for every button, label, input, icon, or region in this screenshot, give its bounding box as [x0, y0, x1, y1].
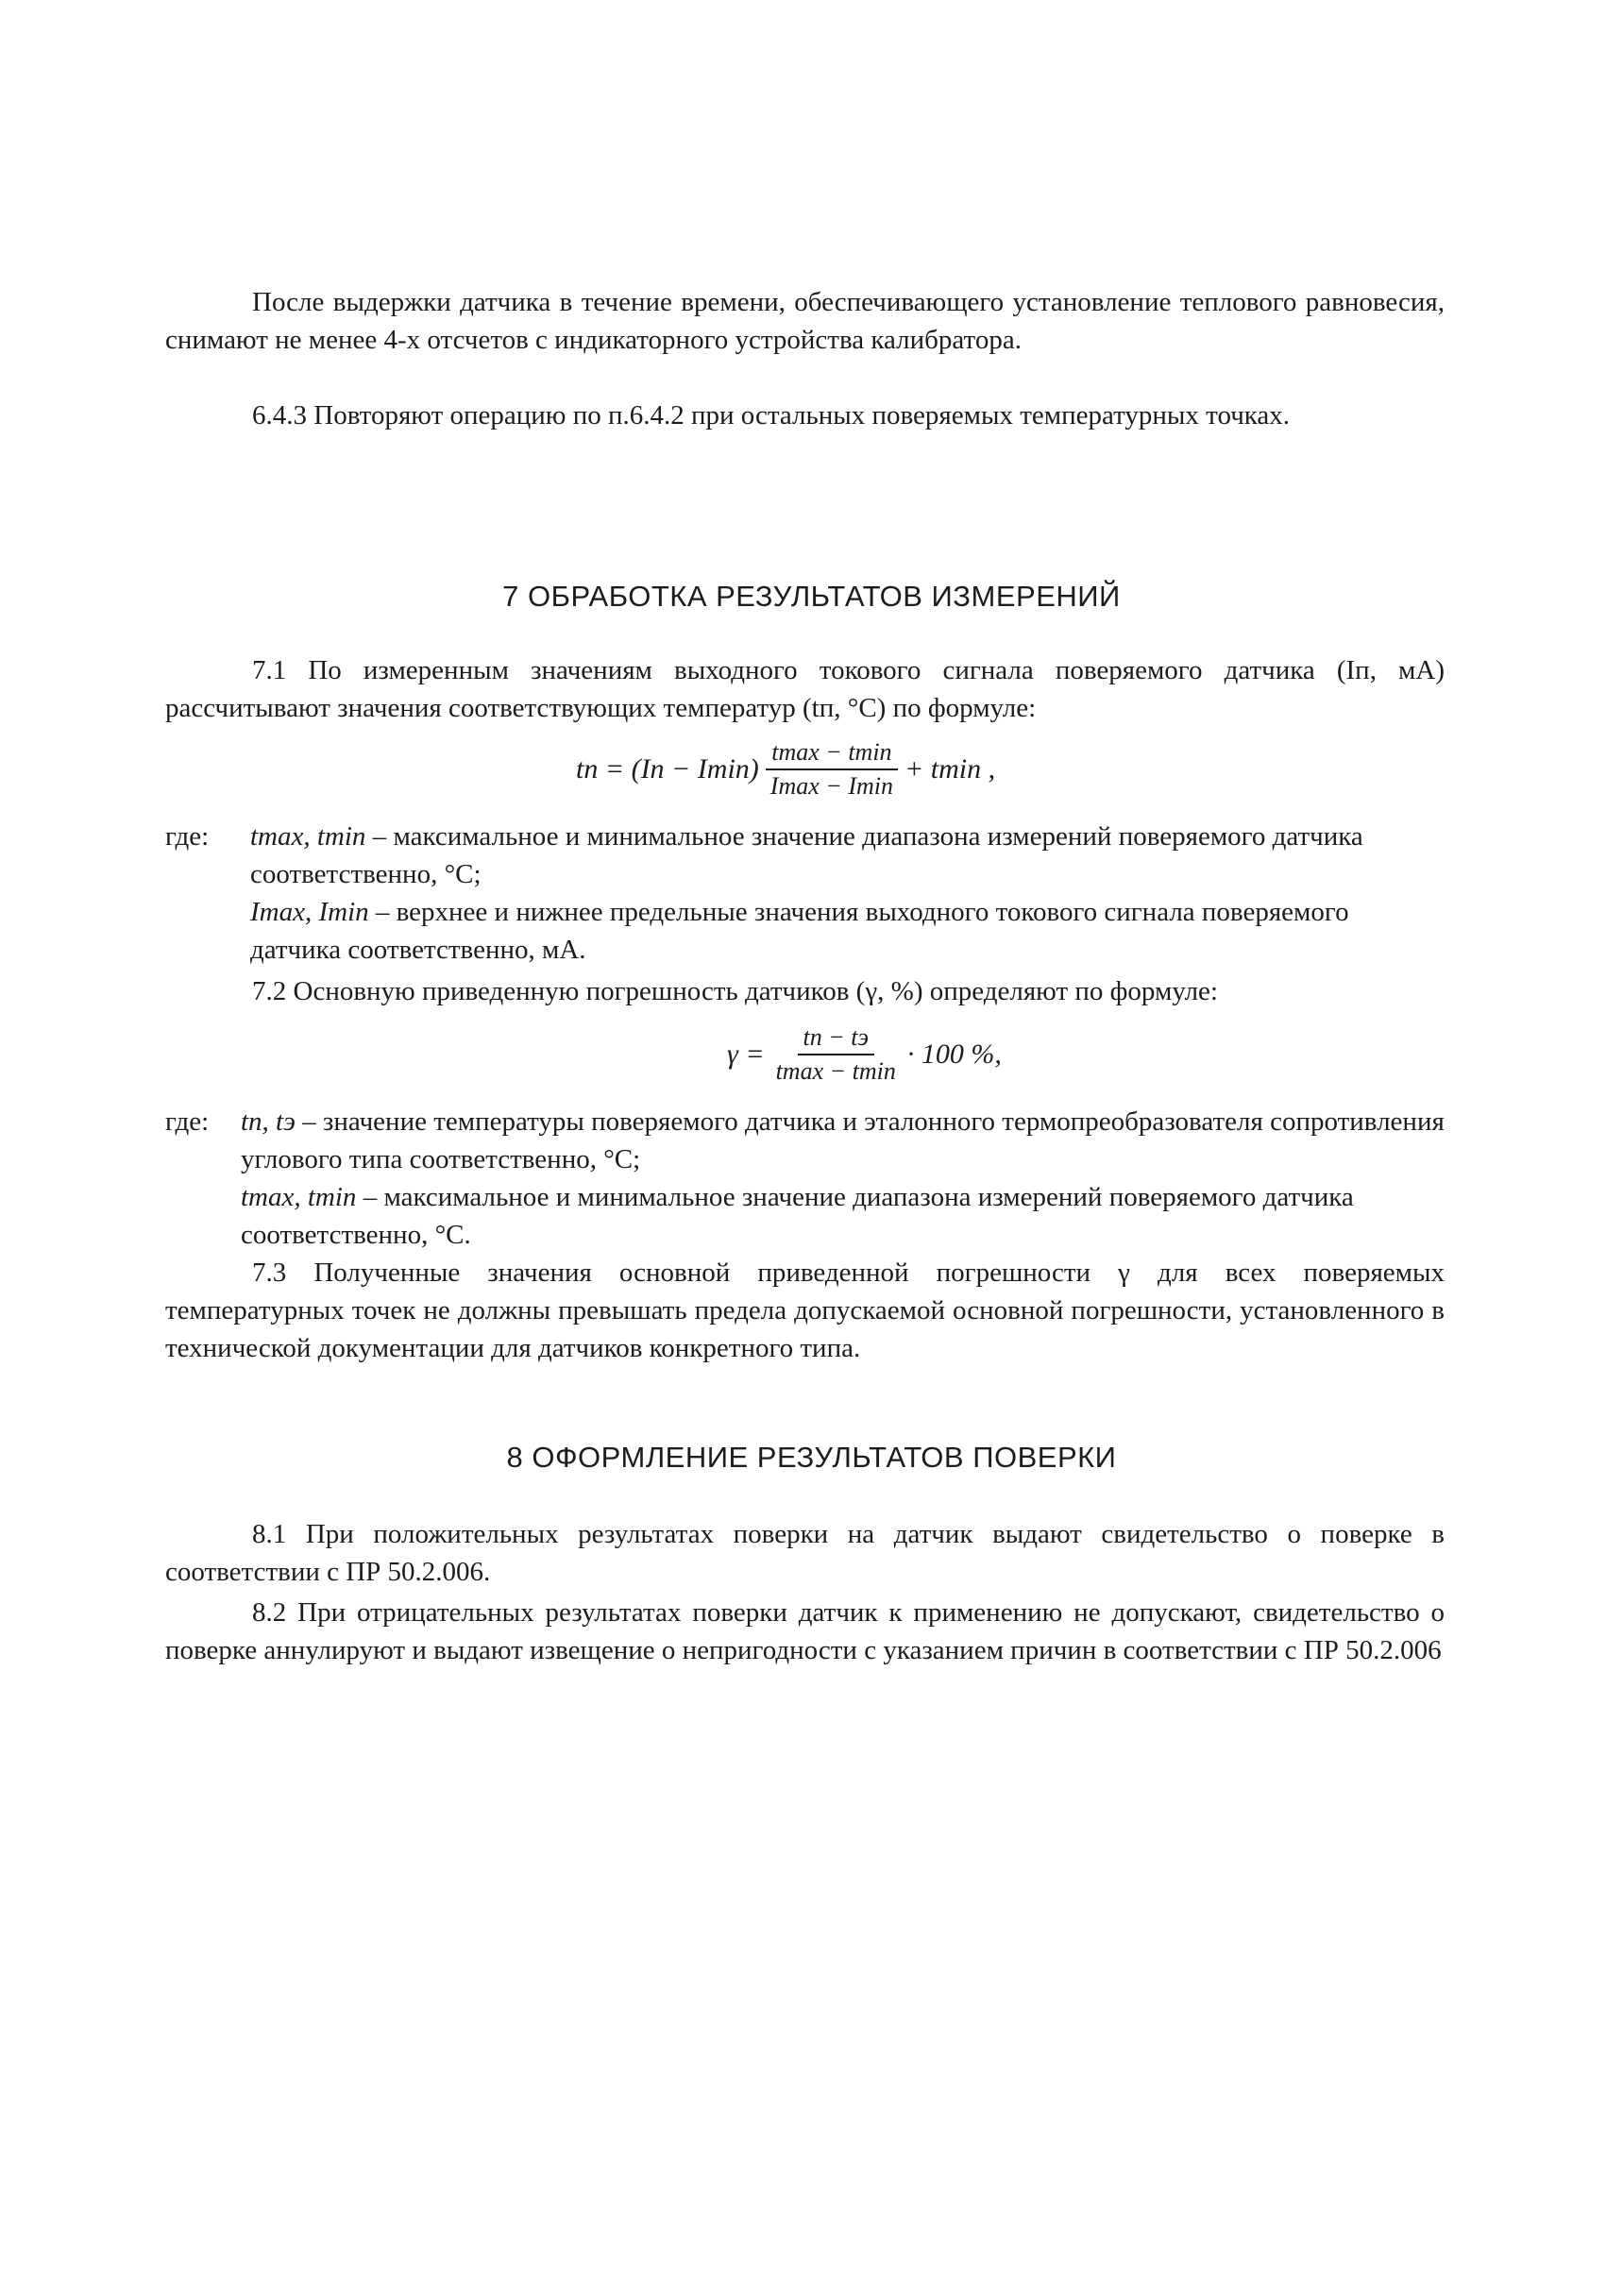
- paragraph-8-2: 8.2 При отрицательных результатах поверки датчик к применению не допускают, свидетельство о поверке аннулируют и выдают извещение о непригодности с указанием причин в соответствии с ПР 50.2.006: [165, 1597, 1445, 1665]
- where4-text: – максимальное и минимальное значение диапазона измерений поверяемого датчика соответственно, °С.: [241, 1182, 1354, 1250]
- where3-symbol: tп, tэ: [241, 1106, 296, 1137]
- formula2-numerator: tп − tэ: [798, 1021, 874, 1055]
- formula2-tail: · 100 %,: [906, 1038, 1002, 1070]
- formula1-numerator: tmax − tmin: [766, 736, 897, 770]
- formula2-denominator: tmax − tmin: [775, 1057, 896, 1085]
- where-item-tmax-tmin-2: [241, 1178, 1445, 1254]
- paragraph-6-4-2-continued: После выдержки датчика в течение времени, обеспечивающего установление теплового равновесия, снимают не менее 4-х отсчетов с индикаторного устройства калибратора.: [165, 287, 1445, 355]
- paragraph-7-1: 7.1 По измеренным значениям выходного токового сигнала поверяемого датчика (Iп, мА) рассчитывают значения соответствующих температур (tп, °С) по формуле:: [165, 655, 1445, 723]
- formula-temperature: [576, 736, 995, 802]
- paragraph-6-4-3: 6.4.3 Повторяют операцию по п.6.4.2 при остальных поверяемых температурных точках.: [252, 400, 1291, 430]
- formula2-fraction: [770, 1021, 902, 1088]
- formula1-fraction: [765, 736, 899, 802]
- where-item-tmax-tmin: [250, 818, 1445, 893]
- where-item-imax-imin: [250, 893, 1445, 969]
- paragraph-7-3: 7.3 Полученные значения основной приведенной погрешности γ для всех поверяемых температурных точек не должны превышать предела допускаемой основной погрешности, установленного в технической документации для датчиков конкретного типа.: [165, 1258, 1445, 1363]
- where2-text: – верхнее и нижнее предельные значения выходного токового сигнала поверяемого датчика соответственно, мА.: [250, 897, 1349, 965]
- where1-symbol: tmax, tmin: [250, 821, 366, 852]
- where-label-1: где:: [165, 821, 210, 852]
- where-item-tp-te: [241, 1103, 1445, 1178]
- where4-symbol: tmax, tmin: [241, 1182, 357, 1212]
- section-8-heading: 8 ОФОРМЛЕНИЕ РЕЗУЛЬТАТОВ ПОВЕРКИ: [506, 1441, 1117, 1474]
- paragraph-7-2: 7.2 Основную приведенную погрешность датчиков (γ, %) определяют по формуле:: [252, 976, 1218, 1006]
- section-7-heading: 7 ОБРАБОТКА РЕЗУЛЬТАТОВ ИЗМЕРЕНИЙ: [502, 580, 1121, 613]
- formula2-lhs: γ =: [727, 1038, 765, 1070]
- paragraph-8-1: 8.1 При положительных результатах поверки на датчик выдают свидетельство о поверке в соответствии с ПР 50.2.006.: [165, 1519, 1445, 1587]
- where1-text: – максимальное и минимальное значение диапазона измерений поверяемого датчика соответственно, °С;: [250, 821, 1363, 889]
- formula1-lhs: tп = (Iп − Imin): [576, 753, 759, 785]
- formula1-tail: + tmin ,: [904, 753, 996, 785]
- formula-error: [727, 1021, 1002, 1088]
- where3-text: – значение температуры поверяемого датчика и эталонного термопреобразователя сопротивления углового типа соответственно, °С;: [241, 1106, 1445, 1174]
- where-label-2: где:: [165, 1106, 210, 1137]
- where2-symbol: Imax, Imin: [250, 897, 369, 927]
- formula1-denominator: Imax − Imin: [769, 772, 893, 800]
